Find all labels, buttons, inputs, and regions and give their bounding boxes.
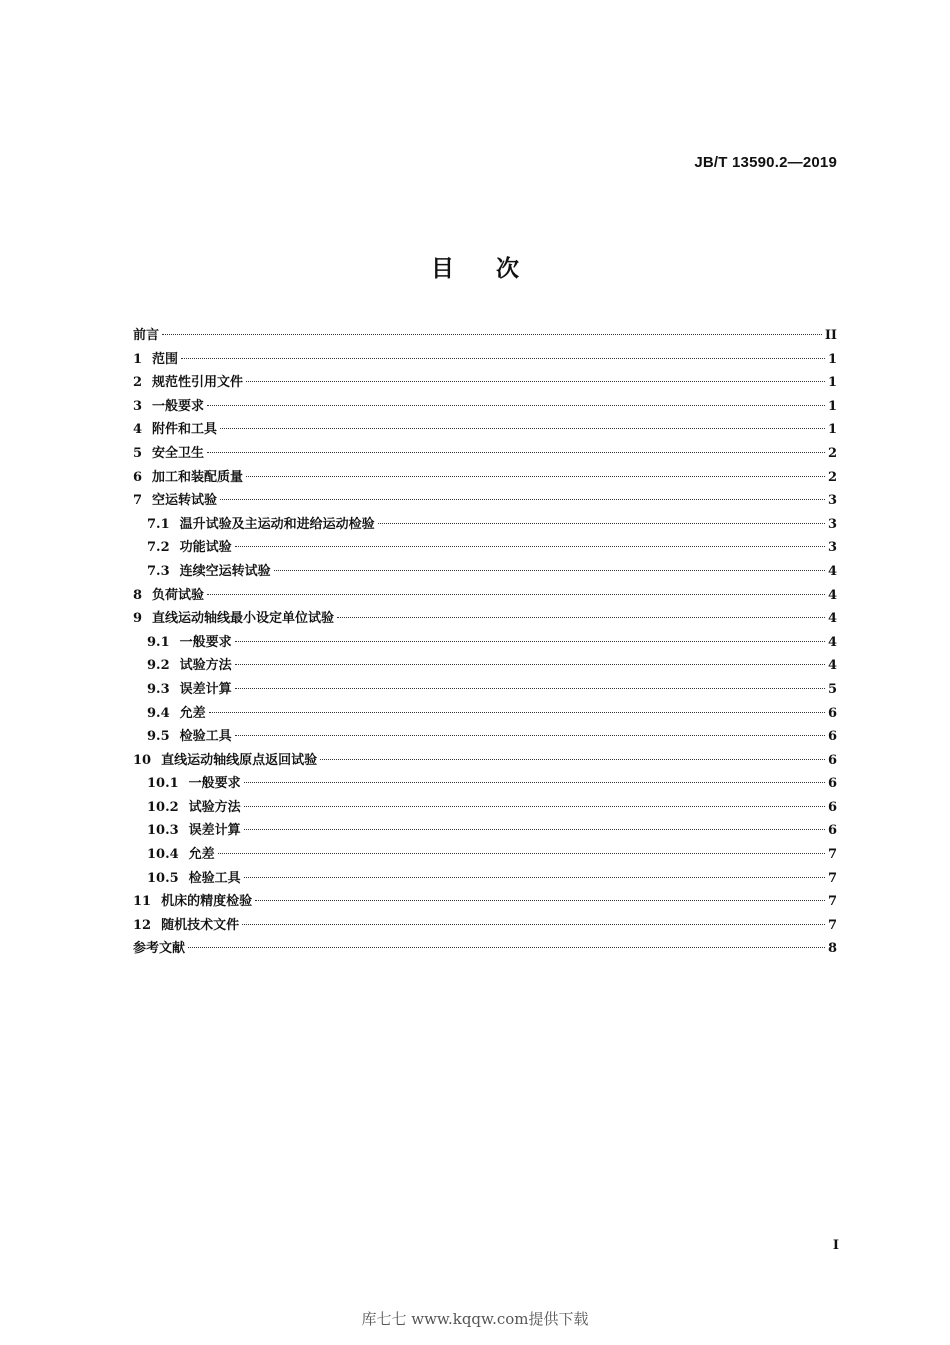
toc-entry-title: 安全卫生 <box>152 445 205 461</box>
toc-entry-number: 7.3 <box>147 563 170 579</box>
toc-entry-number: 10.2 <box>147 799 179 815</box>
toc-entry[interactable] <box>133 324 837 348</box>
toc-entry[interactable] <box>133 395 837 419</box>
toc-leader-dots <box>220 499 825 500</box>
toc-entry-title: 加工和装配质量 <box>152 469 244 485</box>
toc-entry-number: 9.4 <box>147 705 170 721</box>
toc-leader-dots <box>246 476 825 477</box>
toc-entry-title: 试验方法 <box>188 799 241 815</box>
toc-entry[interactable] <box>133 442 837 466</box>
toc-entry[interactable] <box>133 631 837 655</box>
toc-leader-dots <box>162 334 822 335</box>
page-number: I <box>832 1238 839 1253</box>
toc-entry-page: 6 <box>827 752 837 768</box>
toc-entry[interactable] <box>133 914 837 938</box>
toc-entry-title: 负荷试验 <box>152 587 205 603</box>
toc-leader-dots <box>242 924 825 925</box>
toc-entry-number: 10.4 <box>147 847 179 863</box>
toc-leader-dots <box>255 900 825 901</box>
toc-entry-page: 4 <box>827 634 837 650</box>
toc-entry-page: 6 <box>827 799 837 815</box>
toc-leader-dots <box>337 617 825 618</box>
toc-entry-number: 7.1 <box>147 516 170 532</box>
toc-leader-dots <box>235 546 825 547</box>
toc-entry-number: 2 <box>133 375 143 391</box>
toc-entry-page: 1 <box>827 398 837 414</box>
toc-entry-number: 9 <box>133 611 143 627</box>
toc-leader-dots <box>207 452 825 453</box>
toc-entry-title: 直线运动轴线最小设定单位试验 <box>152 611 335 627</box>
toc-leader-dots <box>244 806 825 807</box>
toc-entry[interactable] <box>133 466 837 490</box>
toc-leader-dots <box>244 829 825 830</box>
toc-entry-title: 空运转试验 <box>152 493 218 509</box>
toc-entry-page: 7 <box>827 870 837 886</box>
toc-entry-page: 6 <box>827 705 837 721</box>
toc-entry-page: 6 <box>827 823 837 839</box>
toc-entry[interactable] <box>133 584 837 608</box>
toc-entry-page: 4 <box>827 563 837 579</box>
toc-entry-title: 功能试验 <box>179 540 232 556</box>
toc-entry-number: 7.2 <box>147 540 170 556</box>
toc-entry[interactable] <box>133 348 837 372</box>
toc-entry[interactable] <box>133 702 837 726</box>
toc-leader-dots <box>218 853 825 854</box>
toc-entry-page: 6 <box>827 729 837 745</box>
toc-entry[interactable] <box>133 725 837 749</box>
toc-entry-page: II <box>824 328 837 343</box>
toc-entry-page: 7 <box>827 847 837 863</box>
toc-entry-number: 11 <box>133 894 152 910</box>
toc-entry-title: 允差 <box>179 705 206 721</box>
watermark-text: 库七七 www.kqqw.com提供下载 <box>361 1310 589 1328</box>
toc-leader-dots <box>181 358 825 359</box>
standard-code: JB/T 13590.2—2019 <box>694 154 837 171</box>
toc-entry[interactable] <box>133 749 837 773</box>
toc-entry-title: 检验工具 <box>188 870 241 886</box>
toc-entry-title: 随机技术文件 <box>161 917 240 933</box>
toc-entry-page: 2 <box>827 469 837 485</box>
toc-entry-page: 5 <box>827 681 837 697</box>
table-of-contents <box>133 324 837 961</box>
toc-entry-title: 误差计算 <box>179 681 232 697</box>
toc-entry-page: 1 <box>827 422 837 438</box>
toc-entry-number: 10.3 <box>147 823 179 839</box>
toc-entry-page: 6 <box>827 776 837 792</box>
toc-entry-number: 9.2 <box>147 658 170 674</box>
toc-entry-page: 4 <box>827 658 837 674</box>
toc-entry-number: 9.1 <box>147 634 170 650</box>
toc-entry-title: 允差 <box>188 847 215 863</box>
toc-entry-title: 一般要求 <box>152 398 205 414</box>
toc-entry[interactable] <box>133 819 837 843</box>
toc-leader-dots <box>378 523 825 524</box>
toc-entry-page: 4 <box>827 587 837 603</box>
toc-entry-title: 规范性引用文件 <box>152 375 244 391</box>
toc-entry-number: 3 <box>133 398 143 414</box>
toc-entry-title: 附件和工具 <box>152 422 218 438</box>
toc-entry-number: 12 <box>133 917 152 933</box>
toc-entry-page: 3 <box>827 493 837 509</box>
toc-leader-dots <box>235 641 825 642</box>
toc-entry-number: 10.5 <box>147 870 179 886</box>
toc-leader-dots <box>235 664 825 665</box>
toc-leader-dots <box>209 712 825 713</box>
toc-entry-title: 温升试验及主运动和进给运动检验 <box>179 516 375 532</box>
toc-entry-title: 一般要求 <box>188 776 241 792</box>
toc-entry-number: 10 <box>133 752 152 768</box>
toc-entry-page: 4 <box>827 611 837 627</box>
toc-entry-number: 10.1 <box>147 776 179 792</box>
toc-entry-number: 7 <box>133 493 143 509</box>
toc-leader-dots <box>246 381 825 382</box>
toc-entry[interactable] <box>133 937 837 961</box>
toc-leader-dots <box>235 735 825 736</box>
toc-entry-page: 2 <box>827 445 837 461</box>
toc-entry-title: 直线运动轴线原点返回试验 <box>161 752 318 768</box>
toc-entry-number: 1 <box>133 351 143 367</box>
toc-entry[interactable] <box>133 371 837 395</box>
toc-leader-dots <box>207 594 825 595</box>
page-title: 目次 <box>431 256 561 282</box>
toc-entry[interactable] <box>133 418 837 442</box>
toc-entry-number: 6 <box>133 469 143 485</box>
toc-entry-page: 1 <box>827 375 837 391</box>
toc-leader-dots <box>235 688 825 689</box>
toc-entry-title: 误差计算 <box>188 823 241 839</box>
toc-entry[interactable] <box>133 560 837 584</box>
toc-leader-dots <box>320 759 825 760</box>
toc-entry-title: 一般要求 <box>179 634 232 650</box>
toc-entry-title: 机床的精度检验 <box>161 894 253 910</box>
toc-entry[interactable] <box>133 890 837 914</box>
toc-leader-dots <box>244 877 825 878</box>
toc-entry-number: 9.5 <box>147 729 170 745</box>
toc-entry[interactable] <box>133 843 837 867</box>
toc-entry[interactable] <box>133 654 837 678</box>
toc-entry-title: 连续空运转试验 <box>179 563 271 579</box>
toc-entry[interactable] <box>133 489 837 513</box>
toc-entry-title: 试验方法 <box>179 658 232 674</box>
toc-entry-number: 9.3 <box>147 681 170 697</box>
toc-entry-page: 7 <box>827 917 837 933</box>
toc-entry-title: 前言 <box>133 328 160 343</box>
toc-leader-dots <box>220 428 825 429</box>
toc-entry[interactable] <box>133 536 837 560</box>
toc-entry-number: 5 <box>133 445 143 461</box>
toc-entry-page: 8 <box>827 941 837 957</box>
toc-entry[interactable] <box>133 678 837 702</box>
toc-entry-number: 4 <box>133 422 143 438</box>
toc-entry[interactable] <box>133 772 837 796</box>
toc-entry-page: 1 <box>827 351 837 367</box>
toc-entry[interactable] <box>133 607 837 631</box>
toc-entry-title: 范围 <box>152 351 179 367</box>
toc-leader-dots <box>188 947 825 948</box>
toc-entry[interactable] <box>133 796 837 820</box>
toc-leader-dots <box>207 405 825 406</box>
toc-entry-page: 3 <box>827 540 837 556</box>
toc-leader-dots <box>244 782 825 783</box>
toc-leader-dots <box>274 570 825 571</box>
toc-entry[interactable] <box>133 513 837 537</box>
toc-entry-title: 参考文献 <box>133 941 186 957</box>
toc-entry-title: 检验工具 <box>179 729 232 745</box>
toc-entry-number: 8 <box>133 587 143 603</box>
toc-entry[interactable] <box>133 867 837 891</box>
toc-entry-page: 7 <box>827 894 837 910</box>
toc-entry-page: 3 <box>827 516 837 532</box>
